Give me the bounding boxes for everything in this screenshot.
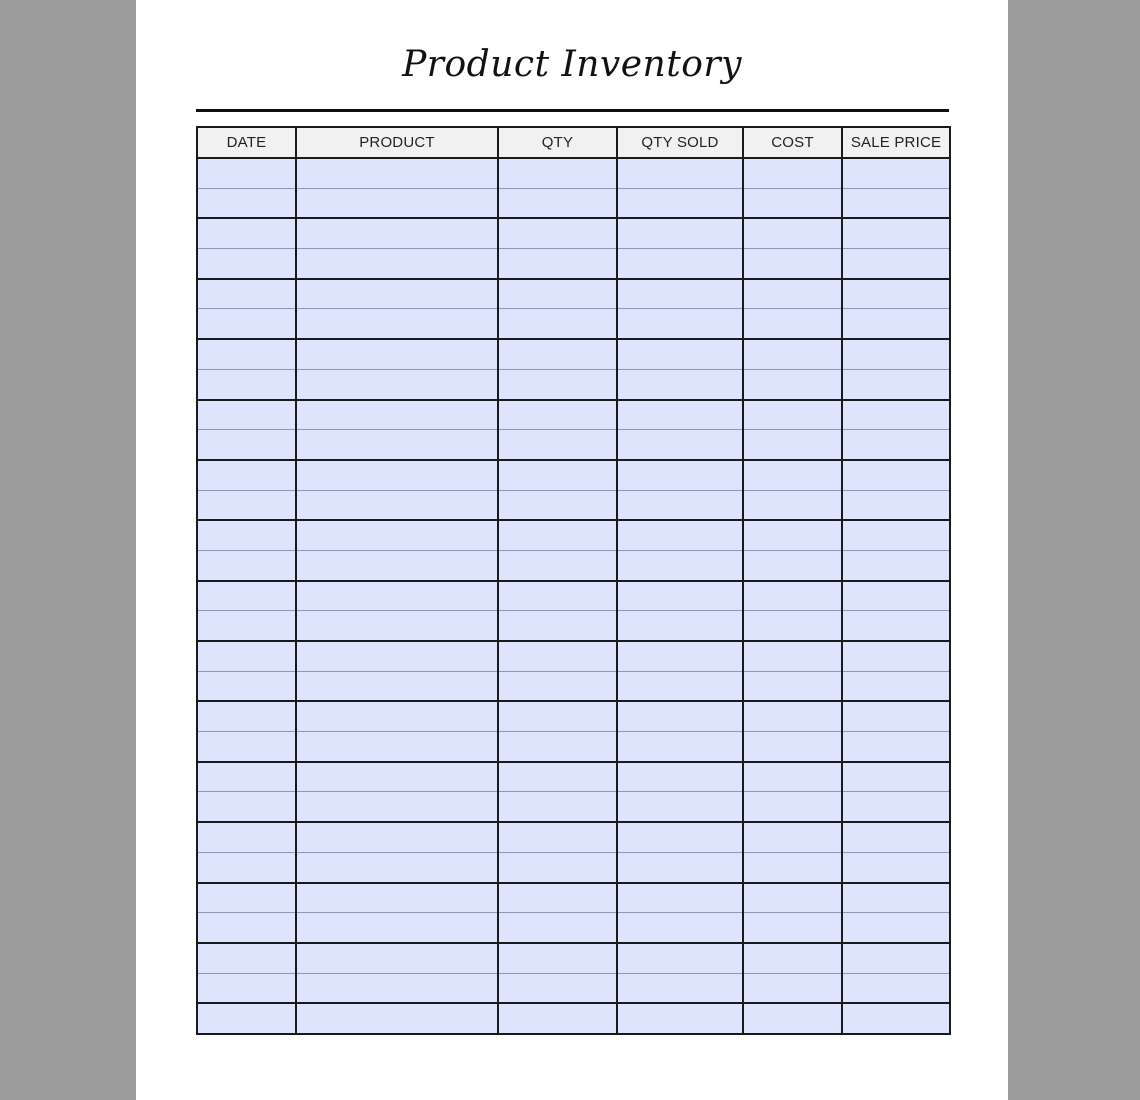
sale-price-cell [842, 339, 950, 369]
date-cell [197, 430, 296, 460]
qty-cell [498, 430, 617, 460]
product-cell [296, 158, 498, 188]
product-cell [296, 581, 498, 611]
table-row [197, 550, 950, 580]
sale-price-cell [842, 762, 950, 792]
column-header-qty: QTY [498, 127, 617, 158]
date-cell [197, 339, 296, 369]
product-cell [296, 430, 498, 460]
sale-price-cell [842, 1003, 950, 1034]
date-cell [197, 973, 296, 1003]
sale-price-cell [842, 913, 950, 943]
cost-cell [743, 339, 842, 369]
qty-cell [498, 611, 617, 641]
qty-cell [498, 550, 617, 580]
cost-cell [743, 762, 842, 792]
date-cell [197, 913, 296, 943]
qty-cell [498, 339, 617, 369]
product-cell [296, 701, 498, 731]
qty-sold-cell [617, 943, 743, 973]
table-row [197, 490, 950, 520]
qty-sold-cell [617, 973, 743, 1003]
qty-sold-cell [617, 792, 743, 822]
cost-cell [743, 218, 842, 248]
product-cell [296, 973, 498, 1003]
product-cell [296, 369, 498, 399]
column-header-product: PRODUCT [296, 127, 498, 158]
cost-cell [743, 158, 842, 188]
product-cell [296, 460, 498, 490]
qty-sold-cell [617, 520, 743, 550]
table-row [197, 188, 950, 218]
table-row [197, 249, 950, 279]
product-cell [296, 309, 498, 339]
sale-price-cell [842, 460, 950, 490]
table-row [197, 1003, 950, 1034]
sale-price-cell [842, 822, 950, 852]
cost-cell [743, 279, 842, 309]
qty-sold-cell [617, 490, 743, 520]
table-row [197, 762, 950, 792]
qty-cell [498, 369, 617, 399]
table-row [197, 369, 950, 399]
qty-cell [498, 400, 617, 430]
sale-price-cell [842, 701, 950, 731]
sale-price-cell [842, 943, 950, 973]
sale-price-cell [842, 309, 950, 339]
date-cell [197, 158, 296, 188]
cost-cell [743, 883, 842, 913]
qty-sold-cell [617, 188, 743, 218]
table-row [197, 732, 950, 762]
cost-cell [743, 671, 842, 701]
product-cell [296, 611, 498, 641]
qty-sold-cell [617, 400, 743, 430]
cost-cell [743, 249, 842, 279]
table-row [197, 792, 950, 822]
product-cell [296, 218, 498, 248]
qty-cell [498, 490, 617, 520]
qty-cell [498, 671, 617, 701]
qty-sold-cell [617, 369, 743, 399]
column-header-cost: COST [743, 127, 842, 158]
qty-cell [498, 249, 617, 279]
date-cell [197, 1003, 296, 1034]
product-cell [296, 671, 498, 701]
product-cell [296, 913, 498, 943]
table-row [197, 943, 950, 973]
cost-cell [743, 581, 842, 611]
table-row [197, 973, 950, 1003]
sale-price-cell [842, 732, 950, 762]
sale-price-cell [842, 249, 950, 279]
date-cell [197, 943, 296, 973]
date-cell [197, 400, 296, 430]
date-cell [197, 369, 296, 399]
date-cell [197, 671, 296, 701]
qty-cell [498, 701, 617, 731]
cost-cell [743, 400, 842, 430]
cost-cell [743, 852, 842, 882]
qty-sold-cell [617, 460, 743, 490]
qty-cell [498, 852, 617, 882]
cost-cell [743, 973, 842, 1003]
qty-sold-cell [617, 701, 743, 731]
sale-price-cell [842, 792, 950, 822]
date-cell [197, 701, 296, 731]
date-cell [197, 249, 296, 279]
sale-price-cell [842, 369, 950, 399]
qty-sold-cell [617, 852, 743, 882]
qty-cell [498, 581, 617, 611]
sale-price-cell [842, 581, 950, 611]
cost-cell [743, 520, 842, 550]
qty-cell [498, 762, 617, 792]
table-body [197, 158, 950, 1034]
product-cell [296, 520, 498, 550]
cost-cell [743, 188, 842, 218]
cost-cell [743, 822, 842, 852]
date-cell [197, 550, 296, 580]
cost-cell [743, 490, 842, 520]
qty-sold-cell [617, 822, 743, 852]
qty-cell [498, 188, 617, 218]
qty-cell [498, 460, 617, 490]
table-row [197, 671, 950, 701]
product-cell [296, 852, 498, 882]
table-header-row [197, 127, 950, 158]
qty-sold-cell [617, 762, 743, 792]
cost-cell [743, 309, 842, 339]
qty-sold-cell [617, 430, 743, 460]
sale-price-cell [842, 550, 950, 580]
table-row [197, 279, 950, 309]
qty-sold-cell [617, 339, 743, 369]
table-row [197, 460, 950, 490]
qty-sold-cell [617, 279, 743, 309]
sale-price-cell [842, 400, 950, 430]
table-row [197, 581, 950, 611]
table-row [197, 309, 950, 339]
sale-price-cell [842, 611, 950, 641]
qty-cell [498, 218, 617, 248]
product-cell [296, 400, 498, 430]
sale-price-cell [842, 520, 950, 550]
qty-sold-cell [617, 611, 743, 641]
table-row [197, 430, 950, 460]
qty-cell [498, 520, 617, 550]
qty-cell [498, 279, 617, 309]
sale-price-cell [842, 973, 950, 1003]
column-header-qty-sold: QTY SOLD [617, 127, 743, 158]
date-cell [197, 762, 296, 792]
product-cell [296, 188, 498, 218]
table-row [197, 400, 950, 430]
qty-sold-cell [617, 550, 743, 580]
date-cell [197, 279, 296, 309]
product-cell [296, 279, 498, 309]
qty-cell [498, 641, 617, 671]
sale-price-cell [842, 430, 950, 460]
sale-price-cell [842, 641, 950, 671]
sale-price-cell [842, 883, 950, 913]
cost-cell [743, 1003, 842, 1034]
date-cell [197, 581, 296, 611]
product-cell [296, 883, 498, 913]
date-cell [197, 641, 296, 671]
product-cell [296, 762, 498, 792]
product-cell [296, 943, 498, 973]
date-cell [197, 822, 296, 852]
date-cell [197, 883, 296, 913]
date-cell [197, 188, 296, 218]
product-cell [296, 249, 498, 279]
qty-cell [498, 792, 617, 822]
table-row [197, 822, 950, 852]
sale-price-cell [842, 671, 950, 701]
product-cell [296, 732, 498, 762]
cost-cell [743, 460, 842, 490]
qty-sold-cell [617, 641, 743, 671]
table-row [197, 520, 950, 550]
date-cell [197, 852, 296, 882]
cost-cell [743, 732, 842, 762]
table-row [197, 641, 950, 671]
sale-price-cell [842, 158, 950, 188]
cost-cell [743, 913, 842, 943]
cost-cell [743, 611, 842, 641]
cost-cell [743, 701, 842, 731]
date-cell [197, 309, 296, 339]
page-title: Product Inventory [402, 44, 742, 85]
qty-cell [498, 158, 617, 188]
sale-price-cell [842, 490, 950, 520]
column-header-date: DATE [197, 127, 296, 158]
qty-sold-cell [617, 158, 743, 188]
table-row [197, 339, 950, 369]
cost-cell [743, 641, 842, 671]
column-header-sale-price: SALE PRICE [842, 127, 950, 158]
cost-cell [743, 430, 842, 460]
qty-sold-cell [617, 732, 743, 762]
table-row [197, 611, 950, 641]
qty-sold-cell [617, 883, 743, 913]
table-row [197, 701, 950, 731]
qty-sold-cell [617, 218, 743, 248]
inventory-table [196, 126, 951, 1035]
cost-cell [743, 369, 842, 399]
qty-cell [498, 943, 617, 973]
product-cell [296, 822, 498, 852]
product-cell [296, 490, 498, 520]
qty-sold-cell [617, 581, 743, 611]
sale-price-cell [842, 218, 950, 248]
cost-cell [743, 550, 842, 580]
product-cell [296, 550, 498, 580]
date-cell [197, 520, 296, 550]
qty-cell [498, 1003, 617, 1034]
qty-sold-cell [617, 671, 743, 701]
product-cell [296, 641, 498, 671]
table-row [197, 852, 950, 882]
qty-cell [498, 883, 617, 913]
qty-cell [498, 973, 617, 1003]
product-cell [296, 339, 498, 369]
sale-price-cell [842, 279, 950, 309]
qty-sold-cell [617, 309, 743, 339]
product-cell [296, 792, 498, 822]
table-row [197, 218, 950, 248]
qty-cell [498, 309, 617, 339]
qty-cell [498, 732, 617, 762]
table-row [197, 913, 950, 943]
date-cell [197, 218, 296, 248]
product-cell [296, 1003, 498, 1034]
table-row [197, 883, 950, 913]
date-cell [197, 611, 296, 641]
date-cell [197, 792, 296, 822]
date-cell [197, 460, 296, 490]
qty-cell [498, 822, 617, 852]
title-underline [196, 109, 949, 112]
cost-cell [743, 943, 842, 973]
sale-price-cell [842, 188, 950, 218]
table-row [197, 158, 950, 188]
qty-sold-cell [617, 249, 743, 279]
date-cell [197, 732, 296, 762]
qty-sold-cell [617, 1003, 743, 1034]
qty-cell [498, 913, 617, 943]
printable-page [136, 0, 1008, 1100]
qty-sold-cell [617, 913, 743, 943]
cost-cell [743, 792, 842, 822]
date-cell [197, 490, 296, 520]
sale-price-cell [842, 852, 950, 882]
